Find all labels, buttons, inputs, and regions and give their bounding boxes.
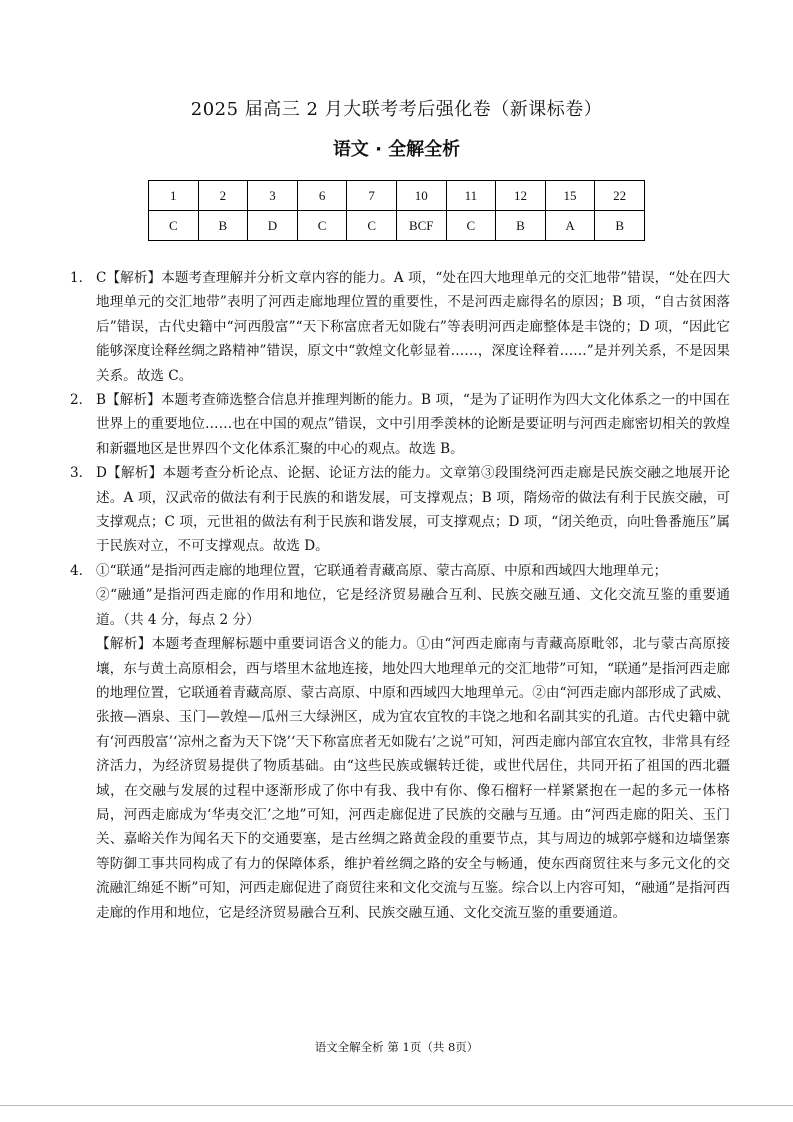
- answer-table-number-row: [149, 181, 645, 211]
- question-number-cell: 3: [248, 181, 298, 211]
- question-number-cell: 6: [297, 181, 347, 211]
- page-title: 2025 届高三 2 月大联考考后强化卷（新课标卷）: [190, 99, 603, 120]
- answer-cell: C: [446, 211, 496, 241]
- answer-cell: BCF: [396, 211, 446, 241]
- item-number: 3．: [70, 465, 93, 482]
- answer-cell: C: [347, 211, 397, 241]
- question-number-cell: 2: [198, 181, 248, 211]
- item-number: 1．: [70, 270, 93, 286]
- answer-cell: B: [595, 211, 645, 241]
- question-number-cell: 10: [396, 181, 446, 211]
- item-paragraph: ②“融通”是指河西走廊的作用和地位，它是经济贸易融合互利、民族交融互通、文化交流互鉴的重要通道。（共 4 分，每点 2 分）: [96, 587, 730, 628]
- question-number-cell: 15: [545, 181, 595, 211]
- answer-table: [148, 180, 645, 241]
- answer-cell: C: [149, 211, 199, 241]
- item-paragraph: ①“联通”是指河西走廊的地理位置，它联通着青藏高原、蒙古高原、中原和西域四大地理单元；: [96, 562, 668, 579]
- answer-cell: D: [248, 211, 298, 241]
- question-number-cell: 22: [595, 181, 645, 211]
- page-footer: 语文全解全析 第 1页（共 8页）: [314, 1040, 479, 1054]
- answer-cell: A: [545, 211, 595, 241]
- question-number-cell: 12: [496, 181, 546, 211]
- analysis-item-4: [70, 559, 730, 925]
- analysis-content: [70, 266, 730, 925]
- item-paragraph: 【解析】本题考查理解标题中重要词语含义的能力。①由“河西走廊南与青藏高原毗邻，北与蒙古高原接壤，东与黄土高原相会，西与塔里木盆地连接，地处四大地理单元的交汇地带”可知，“联通”是指河西走廊的地理位置，它联通着青藏高原、蒙古高原、中原和西域四大地理单元。②由“河西走廊内部形成了武威、张掖—酒泉、玉门—敦煌—瓜州三大绿洲区，成为宜农宜牧的丰饶之地和名副其实的孔道。古代史籍中就有‘河西殷富’‘凉州之畜为天下饶’‘天下称富庶者无如陇右’之说”可知，河西走廊内部宜农宜牧，非常具有经济活力，为经济贸易提供了物质基础。由“这些民族或辗转迁徙，或世代居住，共同开拓了祖国的西北疆域，在交融与发展的过程中逐渐形成了你中有我、我中有你、像石榴籽一样紧紧抱在一起的多元一体格局，河西走廊成为‘华夷交汇’之地”可知，河西走廊促进了民族的交融与互通。由“河西走廊的阳关、玉门关、嘉峪关作为闻名天下的交通要塞，是古丝绸之路黄金段的重要节点，其与周边的城郭亭燧和边墙堡寨等防御工事共同构成了有力的保障体系，维护着丝绸之路的安全与畅通，使东西商贸往来与多元文化的交流融汇绵延不断”可知，河西走廊促进了商贸往来和文化交流与互鉴。综合以上内容可知，“融通”是指河西走廊的作用和地位，它是经济贸易融合互利、民族交融互通、文化交流互鉴的重要通道。: [96, 636, 730, 921]
- item-paragraph: D【解析】本题考查分析论点、论据、论证方法的能力。文章第③段围绕河西走廊是民族交融之地展开论述。A 项，汉武帝的做法有利于民族的和谐发展，可支撑观点；B 项，隋炀帝的做法有利于民族交融，可支撑观点；C 项，元世祖的做法有利于民族和谐发展，可支撑观点；D 项，“闭关绝贡，向吐鲁番施压”属于民族对立，不可支撑观点。故选 D。: [96, 465, 730, 555]
- answer-cell: B: [496, 211, 546, 241]
- analysis-item-1: [70, 266, 730, 388]
- analysis-item-2: [70, 388, 730, 461]
- question-number-cell: 7: [347, 181, 397, 211]
- question-number-cell: 11: [446, 181, 496, 211]
- item-paragraph: C【解析】本题考查理解并分析文章内容的能力。A 项，“处在四大地理单元的交汇地带”错误，“处在四大地理单元的交汇地带”表明了河西走廊地理位置的重要性，不是河西走廊得名的原因；B 项，“自古贫困落后”错误，古代史籍中“河西殷富”“天下称富庶者无如陇右”等表明河西走廊整体是丰饶的；D 项，“因此它能够深度诠释丝绸之路精神”错误，原文中“敦煌文化彰显着……，深度诠释着……”是并列关系，不是因果关系。故选 C。: [96, 270, 730, 384]
- item-number: 2．: [70, 392, 93, 409]
- answer-cell: B: [198, 211, 248, 241]
- item-paragraph: B【解析】本题考查筛选整合信息并推理判断的能力。B 项，“是为了证明作为四大文化体系之一的中国在世界上的重要地位……也在中国的观点”错误，文中引用季羡林的论断是要证明与河西走廊密切相关的敦煌和新疆地区是世界四个文化体系汇聚的中心的观点。故选 B。: [96, 392, 730, 457]
- answer-cell: C: [297, 211, 347, 241]
- bottom-divider: [0, 1105, 793, 1106]
- question-number-cell: 1: [149, 181, 199, 211]
- page-subtitle: 语文 · 全解全析: [332, 139, 461, 160]
- answer-table-answer-row: [149, 211, 645, 241]
- analysis-item-3: [70, 461, 730, 559]
- item-number: 4．: [70, 562, 93, 579]
